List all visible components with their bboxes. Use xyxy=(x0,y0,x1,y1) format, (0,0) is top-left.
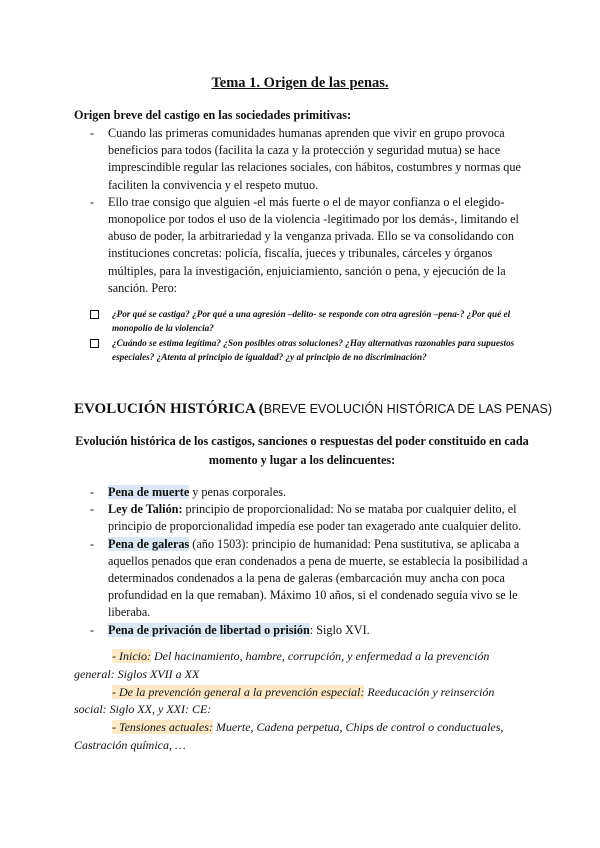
term-highlight: Pena de privación de libertad o prisión xyxy=(108,622,310,637)
question-list xyxy=(90,308,530,366)
section-heading-evolution: EVOLUCIÓN HISTÓRICA (BREVE EVOLUCIÓN HISTÓRICA DE LAS PENAS) xyxy=(74,401,553,417)
evolution-subheading: Evolución histórica de los castigos, sanciones o respuestas del poder constituido en cada momento y lugar a los delincuentes: xyxy=(75,434,529,467)
list-item: ¿Cuándo se estima legítima? ¿Son posibles otras soluciones? ¿Hay alternativas razonables para supuestos especiales? ¿Atenta al principio de igualdad? ¿y al principio de no discriminación? xyxy=(90,337,530,364)
list-item: - Cuando las primeras comunidades humanas aprenden que vivir en grupo provoca beneficios para todos (facilita la caza y la protección y seguridad mutua) se hace imprescindible regular las relaciones sociales, con hábitos, costumbres y normas que faciliten la convivencia y el respeto mutuo. xyxy=(90,126,521,192)
evolution-list xyxy=(74,484,530,639)
list-item: - Pena de muerte y penas corporales. xyxy=(90,485,287,499)
checkbox-bullet-icon xyxy=(90,310,99,319)
stage-paragraph: - Tensiones actuales: Muerte, Cadena perpetua, Chips de control o conductuales, Castración química, … xyxy=(74,720,504,752)
origin-bullet-list xyxy=(74,125,530,297)
term-highlight: Pena de muerte xyxy=(108,485,190,499)
stage-paragraph: - De la prevención general a la prevención especial: Reeducación y reinserción social: Siglo XX, y XXI: CE: xyxy=(74,684,495,717)
prison-stages xyxy=(74,648,530,755)
stage-paragraph: - Inicio: Del hacinamiento, hambre, corrupción, y enfermedad a la prevención general: Siglos XVII a XX xyxy=(74,649,490,681)
term-label: Ley de Talión: xyxy=(108,502,183,517)
list-item: ¿Por qué se castiga? ¿Por qué a una agresión –delito- se responde con otra agresión –pena-? ¿Por qué el monopolio de la violencia? xyxy=(90,308,530,335)
section-heading-origin: Origen breve del castigo en las sociedades primitivas: xyxy=(74,108,352,122)
list-item: - Ello trae consigo que alguien -el más fuerte o el de mayor confianza o el elegido- monopolice por todos el uso de la violencia -legitimado por los demás-, limitando el abuso de poder, la arbitrariedad y la venganza privada. Ello se va consolidando con instituciones concretas: policía, fiscalía, jueces y tribunales, cárceles y órganos múltiples, para la investigación, enjuiciamiento, sanción o pena, y ejecución de la sanción. Pero: xyxy=(90,194,519,295)
checkbox-bullet-icon xyxy=(90,339,99,348)
list-item: - Pena de privación de libertad o prisión: Siglo XVI. xyxy=(90,622,370,637)
list-item: - Ley de Talión: principio de proporcionalidad: No se mataba por cualquier delito, el principio de proporcionalidad impedía ese poder tan exagerado ante cualquier delito. xyxy=(90,502,522,534)
page-title: Tema 1. Origen de las penas. xyxy=(211,75,389,91)
term-highlight: Pena de galeras xyxy=(108,536,190,551)
list-item: - Pena de galeras (año 1503): principio de humanidad: Pena sustitutiva, se aplicaba a aquellos penados que eran condenados a pena de muerte, se establecía la posibilidad a determinados condenados a la pena de galeras (embarcación muy ancha con poca profundidad en la que remaban). Máximo 10 años, si el condenado seguía vivo se le liberaba. xyxy=(90,536,528,620)
